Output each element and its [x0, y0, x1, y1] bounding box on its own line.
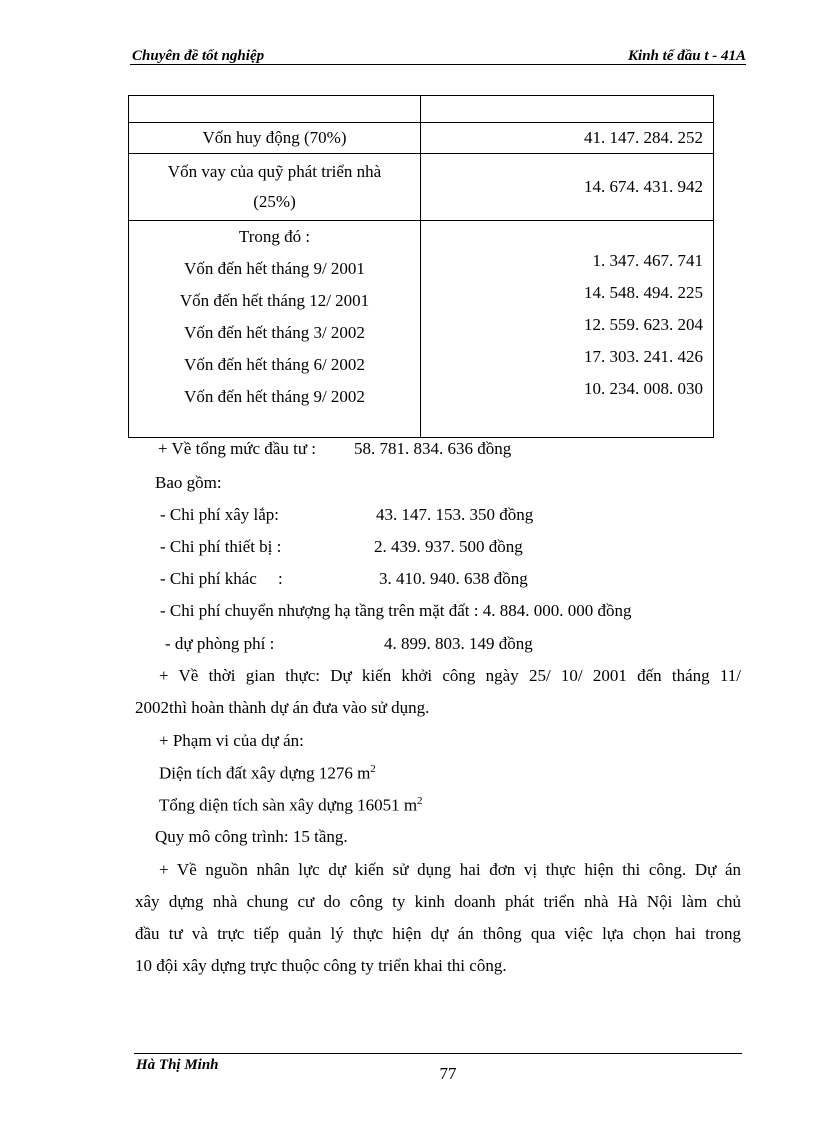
floor-area-text: Tổng diện tích sàn xây dựng 16051 m: [159, 795, 418, 815]
cost-label: - Chi phí thiết bị :: [160, 537, 282, 556]
transfer-cost: - Chi phí chuyển nhượng hạ tầng trên mặt đất : 4. 884. 000. 000 đồng: [160, 601, 632, 620]
header-title: Chuyên đề tốt nghiệp: [132, 48, 265, 64]
breakdown-label: Vốn đến hết tháng 12/ 2001: [179, 291, 370, 310]
footer-divider: [134, 1053, 742, 1054]
floor-area: [159, 795, 423, 816]
breakdown-value: 1. 347. 467. 741: [592, 251, 703, 270]
table-cell: [421, 96, 714, 123]
table-cell: [129, 221, 421, 438]
table-row: [129, 154, 714, 221]
total-value: 58. 781. 834. 636 đồng: [354, 439, 512, 458]
cost-label: - Chi phí xây lắp:: [160, 505, 279, 524]
cost-value: 43. 147. 153. 350 đồng: [376, 505, 534, 524]
total-label: + Về tổng mức đầu tư :: [158, 439, 317, 458]
breakdown-value: 12. 559. 623. 204: [584, 315, 703, 334]
cell-line: Vốn vay của quỹ phát triển nhà: [167, 162, 382, 181]
breakdown-label: Vốn đến hết tháng 3/ 2002: [184, 323, 365, 342]
table-cell: 14. 674. 431. 942: [421, 154, 714, 221]
table-cell: [129, 154, 421, 221]
superscript: 2: [370, 763, 376, 775]
table-cell: Vốn huy động (70%): [129, 123, 421, 154]
capital-table: [128, 95, 714, 438]
superscript: 2: [417, 795, 423, 807]
cost-item: [160, 505, 533, 525]
breakdown-value: 10. 234. 008. 030: [584, 379, 703, 398]
cost-item: [160, 537, 523, 557]
table-row: [129, 221, 714, 438]
table-cell: 41. 147. 284. 252: [421, 123, 714, 154]
table-cell: [129, 96, 421, 123]
breakdown-label: Vốn đến hết tháng 9/ 2002: [184, 387, 365, 406]
contingency-value: 4. 899. 803. 149 đồng: [384, 634, 533, 653]
breakdown-label: Vốn đến hết tháng 6/ 2002: [184, 355, 365, 374]
contingency-label: - dự phòng phí :: [165, 634, 275, 653]
time-line: + Về thời gian thực: Dự kiến khởi công ngày 25/ 10/ 2001 đến tháng 11/: [159, 666, 741, 685]
breakdown-value: 17. 303. 241. 426: [584, 347, 703, 366]
breakdown-label: Vốn đến hết tháng 9/ 2001: [184, 259, 365, 278]
page-header: [130, 48, 746, 65]
scope-heading: + Phạm vi của dự án:: [159, 731, 304, 750]
hr-line: 10 đội xây dựng trực thuộc công ty triển khai thi công.: [135, 956, 507, 975]
table-cell: [421, 221, 714, 438]
land-area: [159, 763, 376, 784]
table-row: [129, 96, 714, 123]
land-area-text: Diện tích đất xây dựng 1276 m: [159, 763, 371, 783]
page-number: 77: [439, 1064, 457, 1083]
hr-line: + Về nguồn nhân lực dự kiến sử dụng hai đơn vị thực hiện thi công. Dự án: [159, 860, 741, 879]
cost-item: [165, 634, 533, 654]
time-line: 2002thì hoàn thành dự án đưa vào sử dụng.: [135, 698, 430, 717]
hr-line: đầu tư và trực tiếp quản lý thực hiện dự án thông qua việc lựa chọn hai trong: [135, 924, 741, 943]
header-course: Kinh tế đầu t - 41A: [628, 48, 746, 64]
footer-author: Hà Thị Minh: [136, 1057, 219, 1073]
table-row: [129, 123, 714, 154]
scale-line: Quy mô công trình: 15 tầng.: [155, 827, 348, 846]
cell-line: (25%): [253, 192, 296, 211]
breakdown-value: 14. 548. 494. 225: [584, 283, 703, 302]
includes-label: Bao gồm:: [155, 473, 222, 492]
total-investment: [158, 439, 511, 459]
cost-item: [160, 569, 528, 589]
cost-value: 2. 439. 937. 500 đồng: [374, 537, 523, 556]
cost-value: 3. 410. 940. 638 đồng: [379, 569, 528, 588]
breakdown-heading: Trong đó :: [238, 227, 311, 246]
hr-line: xây dựng nhà chung cư do công ty kinh doanh phát triển nhà Hà Nội làm chủ: [135, 892, 741, 911]
cost-label: - Chi phí khác :: [160, 569, 283, 588]
